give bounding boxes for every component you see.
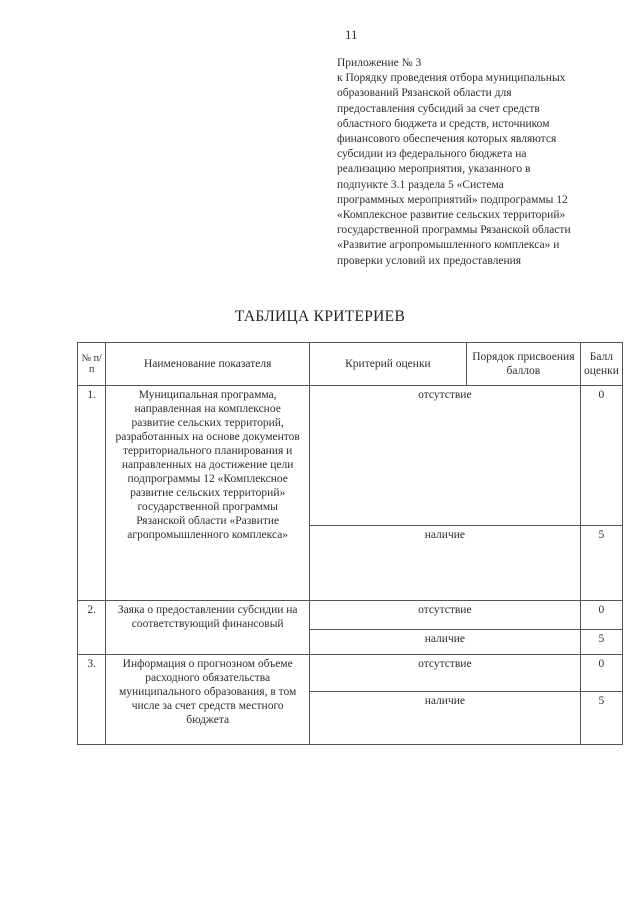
indicator-name: Заяка о предоставлении субсидии на соответствующий финансовый bbox=[106, 601, 309, 655]
header-order: Порядок присвоения баллов bbox=[466, 343, 580, 386]
row-number: 2. bbox=[78, 601, 106, 655]
criterion-label: отсутствие bbox=[309, 655, 580, 692]
header-num: № п/п bbox=[78, 343, 106, 386]
indicator-name: Муниципальная программа, направленная на комплексное развитие сельских территорий, разработанных на основе документов территориального планирования и направленных на достижение цели подпрограммы 12 «Комплексное развитие сельских территорий» государственной программы Рязанской области «Развитие агропромышленного комплекса» bbox=[106, 386, 309, 601]
criterion-label: наличие bbox=[309, 692, 580, 745]
annex-line: субсидии из федерального бюджета на bbox=[337, 148, 527, 161]
table-title: ТАБЛИЦА КРИТЕРИЕВ bbox=[234, 308, 406, 325]
criterion-score: 5 bbox=[580, 630, 622, 655]
criterion-score: 0 bbox=[580, 601, 622, 630]
header-score: Балл оценки bbox=[580, 343, 622, 386]
criterion-score: 0 bbox=[580, 655, 622, 692]
criterion-score: 5 bbox=[580, 526, 622, 601]
criterion-score: 5 bbox=[580, 692, 622, 745]
annex-line: «Комплексное развитие сельских территорий» bbox=[337, 209, 566, 222]
criterion-score: 0 bbox=[580, 386, 622, 526]
annex-line: к Порядку проведения отбора муниципальных bbox=[337, 72, 566, 85]
header-criterion: Критерий оценки bbox=[309, 343, 466, 386]
annex-line: подпункте 3.1 раздела 5 «Система bbox=[337, 178, 504, 191]
table-row bbox=[78, 601, 623, 630]
annex-line: «Развитие агропромышленного комплекса» и bbox=[337, 239, 560, 252]
table-row bbox=[78, 655, 623, 692]
table-row bbox=[78, 386, 623, 526]
annex-line: Приложение № 3 bbox=[337, 57, 422, 69]
row-number: 1. bbox=[78, 386, 106, 601]
annex-line: областного бюджета и средств, источником bbox=[337, 117, 550, 130]
criterion-label: отсутствие bbox=[309, 386, 580, 526]
annex-line: предоставления субсидий за счет средств bbox=[337, 102, 540, 115]
annex-line: программных мероприятий» подпрограммы 12 bbox=[337, 193, 568, 206]
row-number: 3. bbox=[78, 655, 106, 745]
criterion-label: отсутствие bbox=[309, 601, 580, 630]
annex-line: финансового обеспечения которых являются bbox=[337, 133, 557, 146]
indicator-name: Информация о прогнозном объеме расходного обязательства муниципального образования, в том числе за счет средств местного бюджета bbox=[106, 655, 309, 745]
criteria-table bbox=[77, 342, 623, 745]
criterion-label: наличие bbox=[309, 526, 580, 601]
header-row bbox=[78, 343, 623, 386]
annex-line: образований Рязанской области для bbox=[337, 87, 512, 100]
annex-line: проверки условий их предоставления bbox=[337, 254, 522, 267]
page-number: 11 bbox=[345, 27, 358, 42]
annex-line: государственной программы Рязанской области bbox=[337, 224, 571, 237]
criterion-label: наличие bbox=[309, 630, 580, 655]
header-name: Наименование показателя bbox=[106, 343, 309, 386]
annex-heading bbox=[337, 56, 605, 269]
annex-line: реализацию мероприятия, указанного в bbox=[337, 163, 531, 176]
